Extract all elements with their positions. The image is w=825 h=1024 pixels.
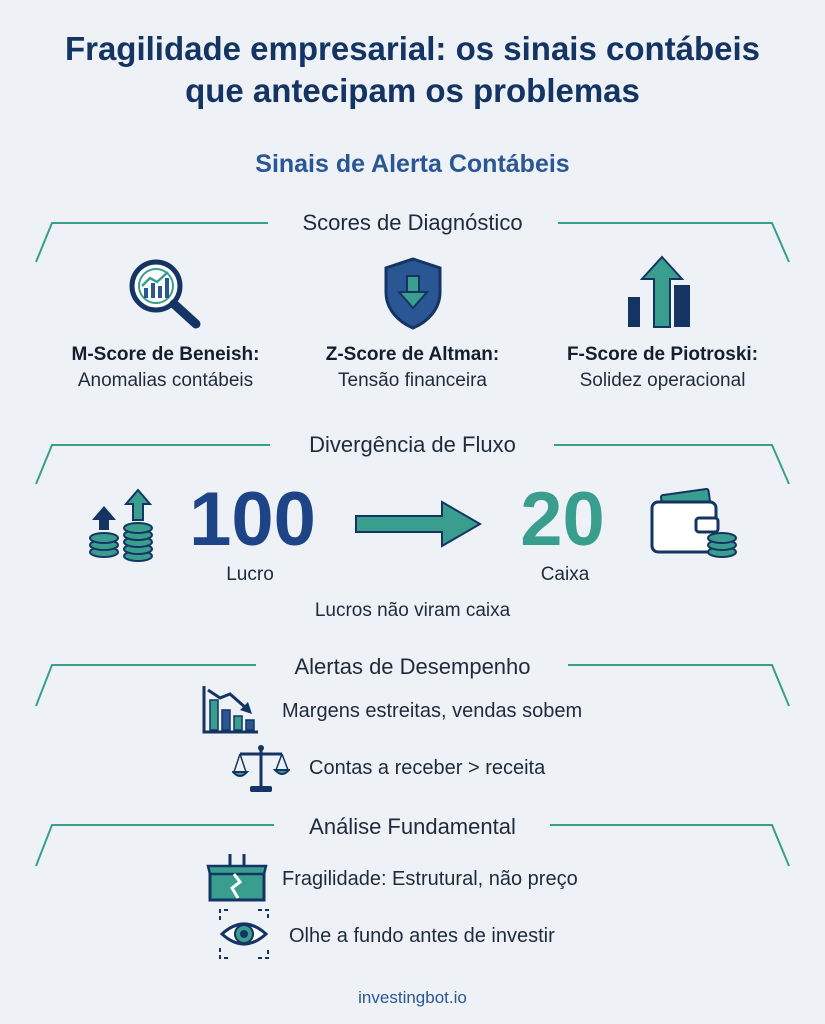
section-label-scores: Scores de Diagnóstico xyxy=(302,210,523,235)
section-label-flow: Divergência de Fluxo xyxy=(309,432,516,457)
flow-arrow-icon xyxy=(354,498,484,550)
coin-stacks-up-icon xyxy=(86,488,158,564)
balance-scale-icon xyxy=(232,742,290,796)
profit-label: Lucro xyxy=(226,564,274,585)
declining-bars-icon xyxy=(200,684,260,736)
score-desc-piotroski: Solidez operacional xyxy=(579,370,746,391)
performance-item-margins: Margens estreitas, vendas sobem xyxy=(282,700,583,722)
cash-label: Caixa xyxy=(540,564,590,585)
eye-scan-icon xyxy=(218,908,270,960)
fundamental-item-fragility: Fragilidade: Estrutural, não preço xyxy=(282,868,578,890)
wallet-icon xyxy=(648,488,740,560)
cash-value: 20 xyxy=(520,477,605,562)
page-title: Fragilidade empresarial: os sinais contábeis que antecipam os problemas xyxy=(64,30,761,109)
fundamental-item-look-deeper: Olhe a fundo antes de investir xyxy=(289,925,555,947)
score-title-piotroski: F-Score de Piotroski: xyxy=(566,344,759,365)
score-title-beneish: M-Score de Beneish: xyxy=(71,344,260,365)
profit-value: 100 xyxy=(189,477,316,562)
shield-down-arrow-icon xyxy=(382,256,444,330)
page-subtitle: Sinais de Alerta Contábeis xyxy=(255,150,570,178)
score-title-altman: Z-Score de Altman: xyxy=(325,344,500,365)
bar-chart-up-arrow-icon xyxy=(624,255,700,331)
section-label-performance: Alertas de Desempenho xyxy=(294,654,531,679)
magnifier-chart-icon xyxy=(126,258,204,332)
cracked-box-icon xyxy=(206,852,268,904)
performance-item-receivables: Contas a receber > receita xyxy=(309,757,546,779)
score-desc-beneish: Anomalias contábeis xyxy=(77,370,254,391)
section-label-fundamental: Análise Fundamental xyxy=(309,814,516,839)
score-desc-altman: Tensão financeira xyxy=(338,370,487,391)
footer-brand: investingbot.io xyxy=(358,988,467,1007)
flow-caption: Lucros não viram caixa xyxy=(314,600,511,621)
